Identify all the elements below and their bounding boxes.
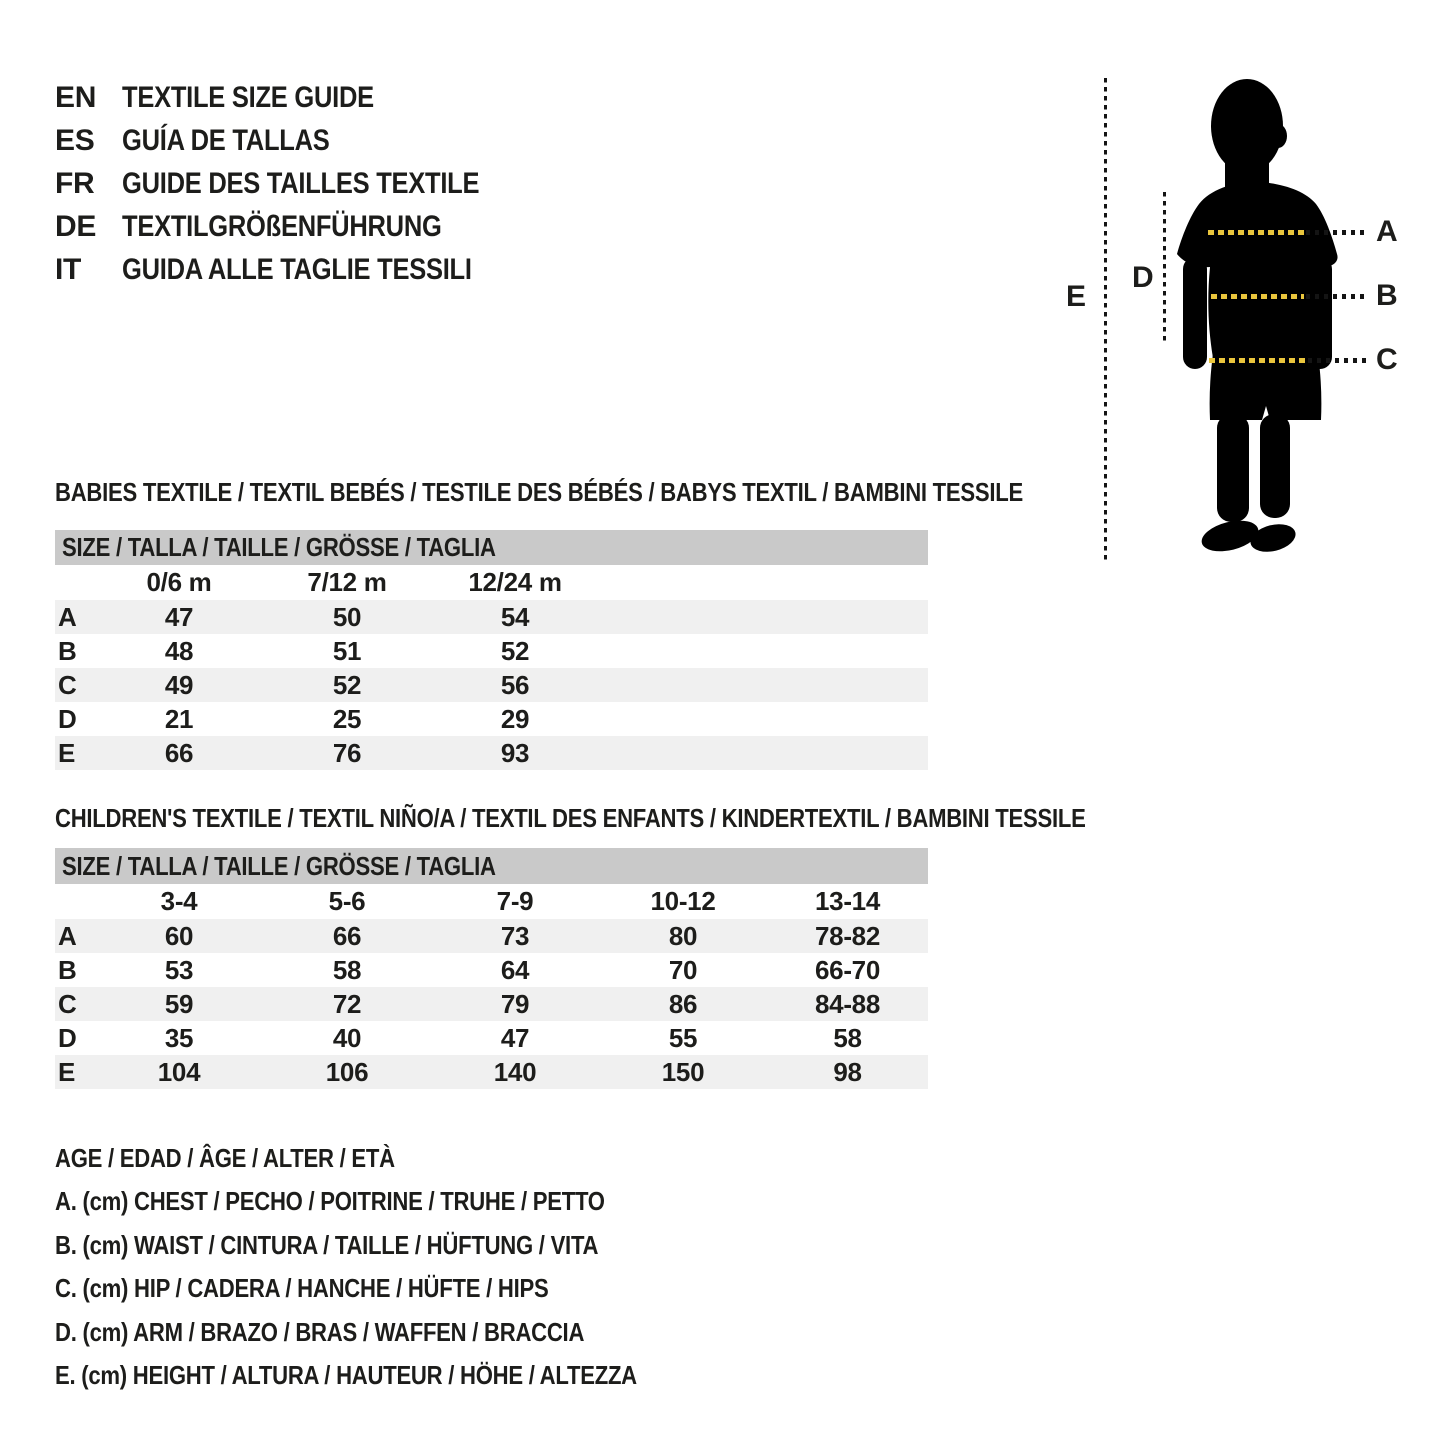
legend-text: D. (cm) ARM / BRAZO / BRAS / WAFFEN / BRACCIA — [55, 1317, 585, 1347]
table-cell: 21 — [164, 703, 194, 734]
legend-line-chest — [55, 1186, 702, 1216]
table-cell: 76 — [332, 737, 362, 768]
marker-label-C: C — [1376, 343, 1398, 376]
lang-title: TEXTILE SIZE GUIDE — [122, 81, 374, 114]
row-label: E — [58, 737, 76, 768]
table-cell: 66 — [164, 737, 194, 768]
table-cell: 78-82 — [815, 920, 880, 951]
age-column-header: 10-12 — [650, 886, 716, 916]
legend-line-height — [55, 1360, 740, 1390]
hip-measure-dash-C — [1209, 358, 1306, 363]
lang-code: DE — [55, 210, 97, 243]
legend-line-age — [55, 1143, 455, 1173]
table-cell: 84-88 — [815, 988, 880, 1019]
table-cell: 79 — [500, 988, 530, 1019]
table-cell: 66-70 — [815, 954, 880, 985]
table-cell: 106 — [325, 1056, 369, 1087]
waist-leader-dash-B — [1306, 294, 1366, 299]
table-cell: 47 — [500, 1022, 530, 1053]
lang-row-es — [55, 123, 366, 159]
table-cell: 140 — [493, 1056, 537, 1087]
table-cell: 35 — [164, 1022, 194, 1053]
lang-code: EN — [55, 81, 97, 114]
table-cell: 66 — [332, 920, 362, 951]
children-row-b — [55, 953, 928, 987]
legend-line-hip — [55, 1273, 636, 1303]
children-row-d — [55, 1021, 928, 1055]
table-cell: 48 — [164, 635, 194, 666]
table-cell: 58 — [833, 1022, 862, 1053]
age-column-header: 0/6 m — [146, 567, 212, 597]
table-cell: 51 — [332, 635, 362, 666]
lang-row-en — [55, 80, 418, 116]
table-cell: 93 — [500, 737, 530, 768]
babies-size-table — [55, 530, 928, 770]
children-age-row — [55, 884, 928, 919]
legend-text: C. (cm) HIP / CADERA / HANCHE / HÜFTE / HIPS — [55, 1273, 549, 1303]
table-cell: 73 — [500, 920, 530, 951]
table-cell: 53 — [164, 954, 194, 985]
size-header-label: SIZE / TALLA / TAILLE / GRÖSSE / TAGLIA — [62, 532, 496, 562]
age-column-header: 5-6 — [328, 886, 366, 916]
lang-row-fr — [55, 166, 542, 202]
marker-label-B: B — [1376, 279, 1398, 312]
legend-line-waist — [55, 1230, 694, 1260]
children-row-c — [55, 987, 928, 1021]
table-cell: 52 — [500, 635, 530, 666]
legend-text: A. (cm) CHEST / PECHO / POITRINE / TRUHE / PETTO — [55, 1186, 605, 1216]
marker-label-E: E — [1066, 280, 1086, 313]
legend-text: AGE / EDAD / ÂGE / ALTER / ETÀ — [55, 1143, 395, 1173]
table-cell: 40 — [332, 1022, 362, 1053]
age-column-header: 12/24 m — [468, 567, 562, 597]
table-cell: 55 — [668, 1022, 698, 1053]
age-column-header: 7/12 m — [307, 567, 387, 597]
babies-row-a — [55, 600, 928, 634]
table-cell: 50 — [332, 601, 362, 632]
children-row-a — [55, 919, 928, 953]
arm-dotted-line-D — [1163, 192, 1166, 344]
row-label: B — [58, 954, 77, 985]
lang-code: ES — [55, 124, 95, 157]
babies-row-c — [55, 668, 928, 702]
children-heading-text: CHILDREN'S TEXTILE / TEXTIL NIÑO/A / TEXTIL DES ENFANTS / KINDERTEXTIL / BAMBINI TESSILE — [55, 803, 1086, 833]
table-cell: 49 — [164, 669, 194, 700]
child-silhouette — [1170, 74, 1345, 574]
table-cell: 47 — [164, 601, 194, 632]
table-cell: 150 — [661, 1056, 705, 1087]
age-column-header: 3-4 — [160, 886, 198, 916]
table-cell: 64 — [500, 954, 530, 985]
legend-text: E. (cm) HEIGHT / ALTURA / HAUTEUR / HÖHE / ALTEZZA — [55, 1360, 637, 1390]
row-label: A — [58, 920, 77, 951]
table-cell: 70 — [668, 954, 698, 985]
row-label: D — [58, 703, 77, 734]
row-label: A — [58, 601, 77, 632]
babies-age-row — [55, 565, 928, 600]
age-column-header: 7-9 — [496, 886, 534, 916]
row-label: D — [58, 1022, 77, 1053]
babies-table-header-band — [55, 530, 928, 565]
chest-leader-dash-A — [1306, 230, 1366, 235]
row-label: B — [58, 635, 77, 666]
babies-row-d — [55, 702, 928, 736]
table-cell: 58 — [332, 954, 362, 985]
table-cell: 60 — [164, 920, 194, 951]
table-cell: 52 — [332, 669, 362, 700]
lang-title: GUÍA DE TALLAS — [122, 124, 330, 157]
chest-measure-dash-A — [1208, 230, 1304, 235]
row-label: C — [58, 988, 77, 1019]
babies-row-b — [55, 634, 928, 668]
marker-label-D: D — [1132, 261, 1154, 294]
marker-label-A: A — [1376, 215, 1398, 248]
lang-title: GUIDE DES TAILLES TEXTILE — [122, 167, 480, 200]
waist-measure-dash-B — [1211, 294, 1304, 299]
babies-section-heading — [55, 477, 1194, 507]
table-cell: 104 — [157, 1056, 201, 1087]
hip-leader-dash-C — [1308, 358, 1366, 363]
table-cell: 72 — [332, 988, 362, 1019]
children-table-header-band — [55, 848, 928, 884]
lang-row-de — [55, 209, 498, 245]
table-cell: 54 — [500, 601, 530, 632]
babies-heading-text: BABIES TEXTILE / TEXTIL BEBÉS / TESTILE DES BÉBÉS / BABYS TEXTIL / BAMBINI TESSILE — [55, 477, 1023, 507]
row-label: C — [58, 669, 77, 700]
children-row-e — [55, 1055, 928, 1089]
table-cell: 80 — [668, 920, 698, 951]
age-column-header: 13-14 — [815, 886, 880, 916]
lang-title: TEXTILGRÖßENFÜHRUNG — [122, 210, 442, 243]
table-cell: 25 — [332, 703, 362, 734]
lang-code: IT — [55, 253, 82, 286]
table-cell: 56 — [500, 669, 530, 700]
row-label: E — [58, 1056, 76, 1087]
size-header-label: SIZE / TALLA / TAILLE / GRÖSSE / TAGLIA — [62, 850, 496, 881]
table-cell: 86 — [668, 988, 698, 1019]
legend-text: B. (cm) WAIST / CINTURA / TAILLE / HÜFTUNG / VITA — [55, 1230, 599, 1260]
table-cell: 29 — [500, 703, 530, 734]
lang-code: FR — [55, 167, 95, 200]
table-cell: 59 — [164, 988, 194, 1019]
lang-row-it — [55, 252, 533, 288]
table-cell: 98 — [833, 1056, 862, 1087]
legend-line-arm — [55, 1317, 678, 1347]
lang-title: GUIDA ALLE TAGLIE TESSILI — [122, 253, 472, 286]
babies-row-e — [55, 736, 928, 770]
children-section-heading — [55, 803, 1267, 833]
children-size-table — [55, 848, 928, 1089]
